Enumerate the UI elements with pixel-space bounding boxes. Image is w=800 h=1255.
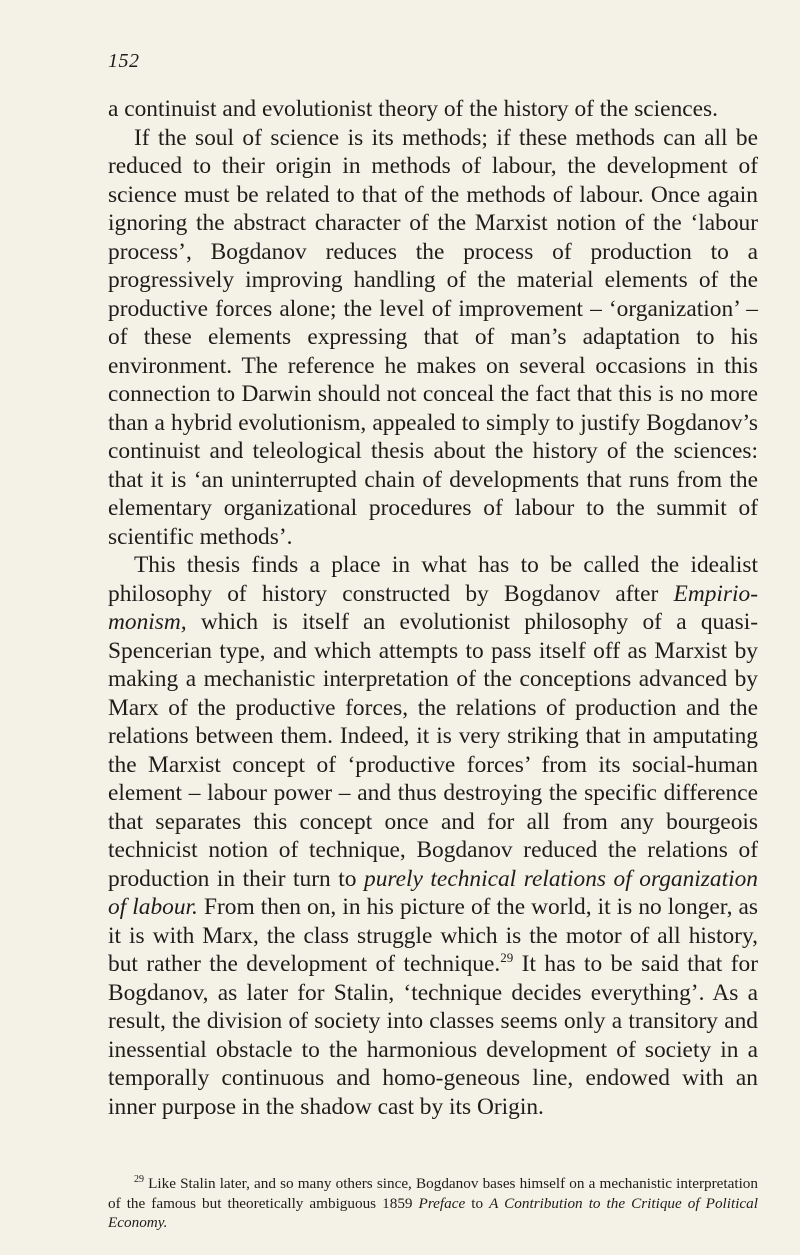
footnote-text-start: Like Stalin later, and so many others since, Bogdanov bases himself on a mechanistic interpretation of the famous but theoretically ambiguous 1859 [108,1175,758,1212]
footnote-marker: 29 [134,1174,144,1185]
paragraph-3-italic-empiriomonism: Empirio-monism, [108,580,758,635]
footnote-italic-title: A Contribution to the Critique of Political Economy. [108,1194,758,1231]
paragraph-1: a continuist and evolutionist theory of the history of the sciences. [108,96,718,122]
footnote [108,1174,758,1233]
paragraph-3 [108,551,758,1121]
paragraph-2: If the soul of science is its methods; if these methods can all be reduced to their origin in methods of labour, the development of science must be related to that of the methods of labour. Once again ignoring the abstract character of the Marxist notion of the ‘labour process’, Bogdanov reduces the process of production to a progressively improving handling of the material elements of the productive forces alone; the level of improvement – ‘organization’ – of these elements expressing that of man’s adaptation to his environment. The reference he makes on several occasions in this connection to Darwin should not conceal the fact that this is no more than a hybrid evolutionism, appealed to simply to justify Bogdanov’s continuist and teleological thesis about the history of the sciences: that it is ‘an uninterrupted chain of developments that runs from the elementary organizational procedures of labour to the summit of scientific methods’. [108,124,758,550]
paragraph-3-part-3: From then on, in his picture of the world, it is no longer, as it is with Marx, the class struggle which is the motor of all history, but rather the development of technique. [108,894,758,977]
paragraph-3-part-1: This thesis finds a place in what has to be called the idealist philosophy of history constructed by Bogdanov after [108,552,758,607]
footnote-italic-preface: Preface [418,1194,466,1212]
paragraph-3-part-2: which is itself an evolutionist philosophy of a quasi-Spencerian type, and which attempts to pass itself off as Marxist by making a mechanistic interpretation of the conceptions advanced by Marx of the productive forces, the relations of production and the relations between them. Indeed, it is very striking that in amputating the Marxist concept of ‘productive forces’ from its social-human element – labour power – and thus destroying the specific difference that separates this concept once and for all from any bourgeois technicist notion of technique, Bogdanov reduced the relations of production in their turn to [108,609,758,892]
main-text [108,95,758,1121]
footnote-reference: 29 [500,950,514,965]
paragraph-3-italic-relations: purely technical relations of organization of labour. [108,865,758,920]
paragraph-3-part-4: It has to be said that for Bogdanov, as later for Stalin, ‘technique decides everything’. As a result, the division of society into classes seems only a transitory and inessential obstacle to the harmonious development of society in a temporally continuous and homo-geneous line, endowed with an inner purpose in the shadow cast by its Origin. [108,951,759,1120]
page-number: 152 [108,50,140,72]
footnote-text-mid: to [465,1194,490,1212]
